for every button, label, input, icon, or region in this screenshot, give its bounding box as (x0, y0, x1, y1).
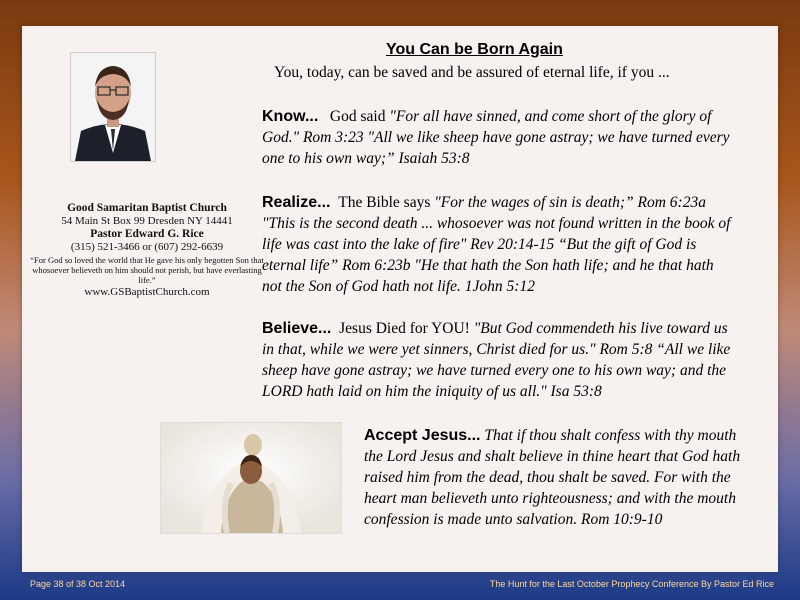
realize-quote: "For the wages of sin is death;” Rom 6:23a "This is the second death ... whosoever was not found written in the book of life was cast into the lake of fire" Rev 20:14-15 “But the gift of God is eternal life” Rom 6:23b "He that hath the Son hath life; and he that hath not the Son of God hath not life. 1John 5:12 (262, 194, 731, 295)
section-accept (364, 425, 742, 530)
pastor-name: Pastor Edward G. Rice (90, 228, 204, 240)
intro-text: You, today, can be saved and be assured of eternal life, if you ... (274, 64, 670, 81)
know-text: God said (329, 108, 390, 125)
church-info (28, 202, 266, 299)
realize-text: The Bible says (338, 194, 435, 211)
church-name: Good Samaritan Baptist Church (67, 202, 227, 214)
know-heading: Know... (262, 108, 319, 125)
pastor-portrait (70, 52, 156, 162)
accept-quote: That if thou shalt confess with thy mouth the Lord Jesus and shalt believe in thine heart that God hath raised him from the dead, thou shalt be saved. For with the heart man believeth unto righteousness; and with the mouth confession is made unto salvation. Rom 10:9-10 (364, 427, 741, 528)
jesus-illustration (160, 422, 342, 534)
believe-quote: "But God commendeth his live toward us in that, while we were yet sinners, Christ died for us." Rom 5:8 “All we like sheep have gone astray; we have turned every one to his own way; and the LORD hath laid on him the iniquity of us all." Isa 53:8 (262, 320, 731, 400)
church-website[interactable]: www.GSBaptistChurch.com (84, 286, 210, 298)
church-phone: (315) 521-3466 or (607) 292-6639 (70, 241, 224, 253)
footer-page-info: Page 38 of 38 Oct 2014 (30, 579, 126, 589)
footer-conference: The Hunt for the Last October Prophecy Conference By Pastor Ed Rice (489, 579, 774, 589)
believe-heading: Believe... (262, 320, 332, 337)
section-realize (262, 192, 732, 297)
know-quote: "For all have sinned, and come short of the glory of God." Rom 3:23 "All we like sheep have gone astray; we have turned every one to his own way;” Isaiah 53:8 (262, 108, 730, 167)
church-address: 54 Main St Box 99 Dresden NY 14441 (61, 215, 233, 227)
believe-text: Jesus Died for YOU! (339, 320, 474, 337)
section-know (262, 106, 732, 169)
page-title: You Can be Born Again (386, 41, 563, 58)
church-verse: “For God so loved the world that He gave his only begotten Son that whosoever believeth on him should not perish, but have everlasting life.” (30, 255, 264, 285)
section-believe (262, 318, 732, 402)
realize-heading: Realize... (262, 194, 331, 211)
accept-heading: Accept Jesus... (364, 427, 481, 444)
